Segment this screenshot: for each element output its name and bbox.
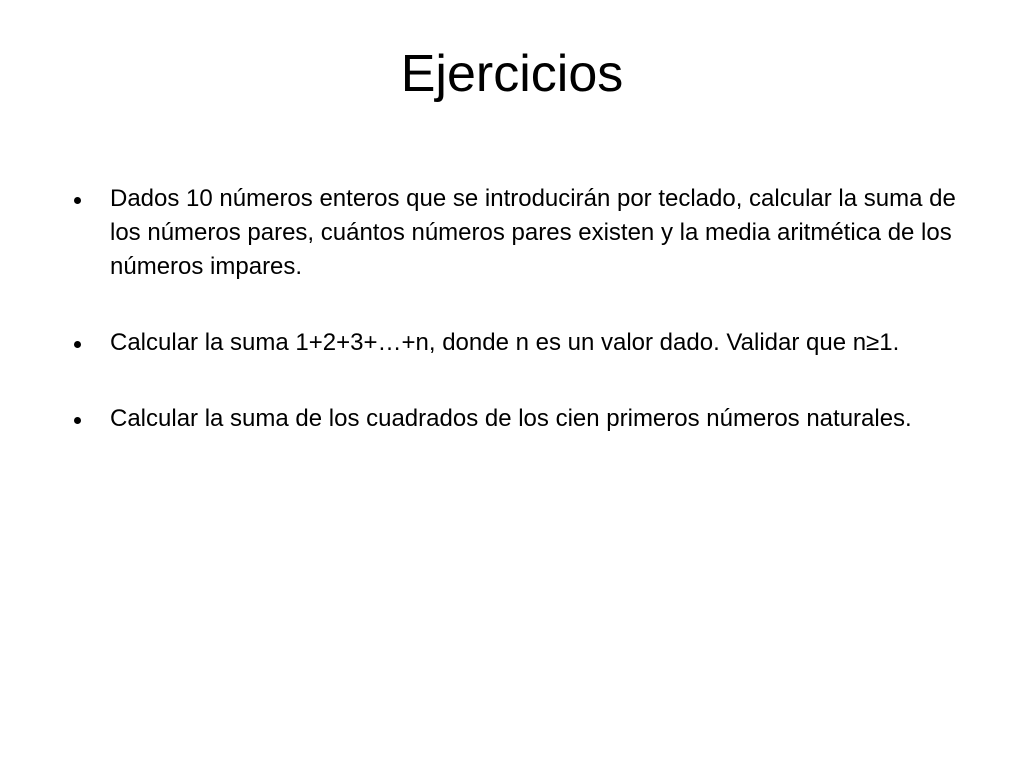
bullet-item xyxy=(68,402,968,436)
bullet-text: Calcular la suma de los cuadrados de los cien primeros números naturales. xyxy=(110,405,912,432)
bullet-item xyxy=(68,182,968,284)
bullet-dot-icon xyxy=(74,341,81,348)
bullet-dot-icon xyxy=(74,417,81,424)
bullet-text: Dados 10 números enteros que se introducirán por teclado, calcular la suma de los números pares, cuántos números pares existen y la media aritmética de los números impares. xyxy=(110,185,956,280)
bullet-list xyxy=(68,182,968,478)
bullet-dot-icon xyxy=(74,197,81,204)
bullet-text: Calcular la suma 1+2+3+…+n, donde n es un valor dado. Validar que n≥1. xyxy=(110,329,900,356)
bullet-item xyxy=(68,326,968,360)
slide-title: Ejercicios xyxy=(400,45,624,103)
